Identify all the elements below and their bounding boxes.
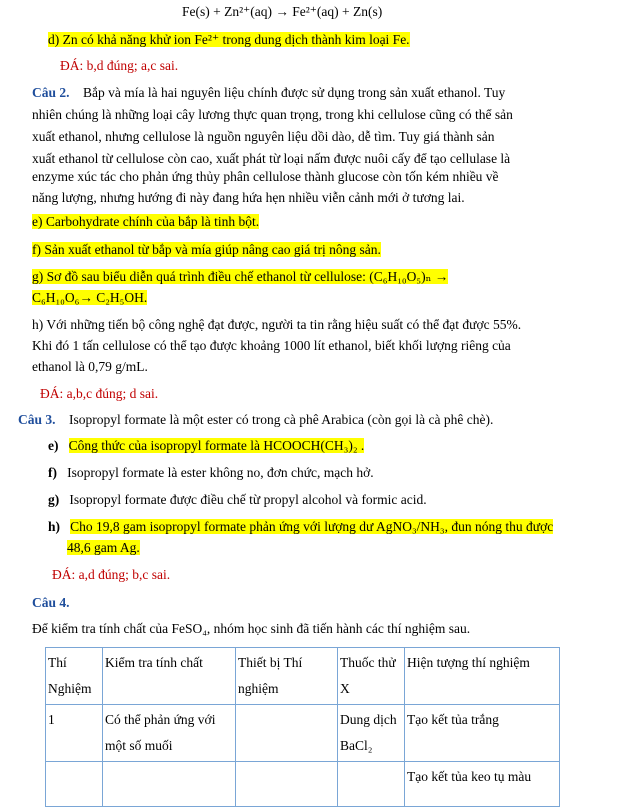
q4-intro: Để kiểm tra tính chất của FeSO₄, nhóm học sinh đã tiến hành các thí nghiệm sau.: [32, 621, 471, 636]
table-cell: [236, 705, 338, 762]
experiment-table: [45, 647, 560, 807]
q2-option-g-line-1: g) Sơ đồ sau biểu diễn quá trình điều chế ethanol từ cellulose: (C₆H₁₀O₅)ₙ →: [32, 269, 449, 284]
table-cell: Có thể phản ứng với một số muối: [103, 705, 236, 762]
q2-intro-line-5: enzyme xúc tác cho phản ứng thủy phân cellulose thành glucose còn tốn kém nhiều về: [32, 169, 499, 184]
top-equation: Fe(s) + Zn²⁺(aq) → Fe²⁺(aq) + Zn(s): [182, 4, 383, 19]
table-header-cell: Thiết bị Thí nghiệm: [236, 648, 338, 705]
q3-intro: Câu 3. Isopropyl formate là một ester có trong cà phê Arabica (còn gọi là cà phê chè).: [18, 412, 494, 427]
q3-answer: ĐÁ: a,d đúng; b,c sai.: [52, 567, 171, 582]
q3-option-f: f) Isopropyl formate là ester không no, đơn chức, mạch hở.: [48, 465, 374, 480]
q2-answer: ĐÁ: a,b,c đúng; d sai.: [40, 386, 159, 401]
q3-option-h-line-1: h) Cho 19,8 gam isopropyl formate phản ứng với lượng dư AgNO₃/NH₃, đun nóng thu được: [48, 519, 554, 534]
table-row: [46, 705, 560, 762]
table-cell: [46, 762, 103, 807]
table-cell: [338, 762, 405, 807]
q2-intro-line-1: Câu 2. Bắp và mía là hai nguyên liệu chính được sử dụng trong sản xuất ethanol. Tuy: [32, 85, 506, 100]
q2-intro-line-3: xuất ethanol, nhưng cellulose là nguồn nguyên liệu dồi dào, dễ tìm. Tuy giá thành sản: [32, 129, 495, 144]
table-cell: [103, 762, 236, 807]
q2-intro-line-2: nhiên chúng là những loại cây lương thực quan trọng, trong khi cellulose cũng có thể sản: [32, 107, 513, 122]
q2-option-e: e) Carbohydrate chính của bắp là tinh bột.: [32, 214, 260, 229]
q2-option-f: f) Sản xuất ethanol từ bắp và mía giúp nâng cao giá trị nông sản.: [32, 242, 381, 257]
q2-option-h-line-1: h) Với những tiến bộ công nghệ đạt được, người ta tin rằng hiệu suất có thể đạt được 55%.: [32, 317, 522, 332]
table-header-cell: Kiểm tra tính chất: [103, 648, 236, 705]
table-header-cell: Thuốc thử X: [338, 648, 405, 705]
table-cell: Dung dịch BaCl₂: [338, 705, 405, 762]
q1-option-d: d) Zn có khả năng khử ion Fe²⁺ trong dung dịch thành kim loại Fe.: [48, 32, 410, 47]
q2-option-h-line-2: Khi đó 1 tấn cellulose có thể tạo được khoảng 1000 lít ethanol, biết khối lượng riêng của: [32, 338, 511, 353]
q2-label: Câu 2.: [32, 85, 70, 100]
table-cell: Tạo kết tủa trắng: [405, 705, 560, 762]
table-row: [46, 762, 560, 807]
q3-option-h-line-2: 48,6 gam Ag.: [67, 540, 140, 555]
q1-answer: ĐÁ: b,d đúng; a,c sai.: [60, 58, 179, 73]
table-cell: [236, 762, 338, 807]
q3-option-e: e) Công thức của isopropyl formate là HCOOCH(CH₃)₂ .: [48, 438, 365, 453]
q2-intro-line-4: xuất ethanol từ cellulose còn cao, xuất phát từ loại nấm được nuôi cấy để tạo cellulase là: [32, 151, 511, 166]
q3-label: Câu 3.: [18, 412, 56, 427]
q4-label: Câu 4.: [32, 595, 70, 610]
table-header-cell: Thí Nghiệm: [46, 648, 103, 705]
table-cell: 1: [46, 705, 103, 762]
table-header-row: [46, 648, 560, 705]
table-header-cell: Hiện tượng thí nghiệm: [405, 648, 560, 705]
q3-option-g: g) Isopropyl formate được điều chế từ propyl alcohol và formic acid.: [48, 492, 427, 507]
table-cell: Tạo kết tủa keo tụ màu: [405, 762, 560, 807]
q2-option-g-line-2: C₆H₁₀O₆→ C₂H₅OH.: [32, 290, 148, 305]
q2-intro-line-6: năng lượng, nhưng hướng đi này đang hứa hẹn nhiều viễn cảnh mới ở tương lai.: [32, 190, 465, 205]
q2-option-h-line-3: ethanol là 0,79 g/mL.: [32, 359, 148, 374]
